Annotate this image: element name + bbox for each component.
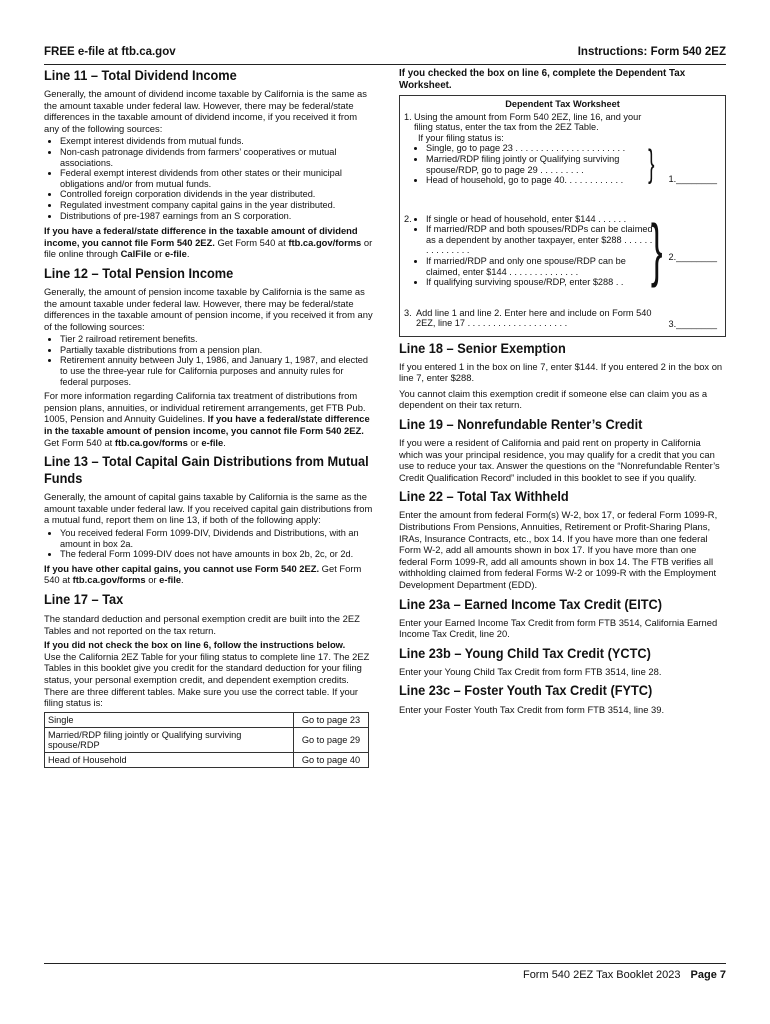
line-number: 2.: [404, 213, 412, 224]
page-header: [44, 44, 726, 65]
go-cell: Go to page 23: [294, 712, 369, 727]
line17-p3: Use the California 2EZ Table for your filing status to complete line 17. The 2EZ Tables in this booklet give you credit for the standard deduction for your filing status, your personal exemption credit, and dependent exemption credits. There are three different tables. Make sure you use the correct table. If your filing status is:: [44, 650, 370, 709]
line12-intro: Generally, the amount of pension income taxable by California is the same as the amount taxable under federal law. However, there may be federal/state differences in the taxable amount of pension income, if you received it from any of the following sources:: [44, 285, 373, 332]
line23c-heading: Line 23c – Foster Youth Tax Credit (FYTC): [399, 683, 653, 700]
table-row: [45, 727, 369, 752]
list-item: • Non-cash patronage dividends from farmers’ cooperatives or mutual associations.: [60, 147, 374, 168]
link-calfile[interactable]: CalFile: [120, 248, 152, 260]
worksheet-title: Dependent Tax Worksheet: [505, 99, 620, 109]
list-item: • If single or head of household, enter $144 . . . . . .: [426, 214, 654, 225]
right-column: [399, 68, 726, 716]
line17-p1: The standard deduction and personal exemption credit are built into the 2EZ Tables and not reported on the tax return.: [44, 612, 360, 636]
worksheet-answer-2[interactable]: 2.________: [668, 251, 717, 262]
line18-heading: Line 18 – Senior Exemption: [399, 340, 566, 357]
brace-icon: }: [650, 209, 663, 288]
list-item: • Married/RDP filing jointly or Qualifying surviving spouse/RDP, go to page 29 . . . . . . . . .: [426, 154, 654, 175]
line11-intro: Generally, the amount of dividend income taxable by California is the same as the amount taxable under federal law. However, there may be federal/state differences in the taxable amount of dividend income, if you received it from any of the following sources:: [44, 88, 367, 134]
worksheet-line-1: [400, 112, 725, 214]
line17-p2: If you did not check the box on line 6, follow the instructions below.: [44, 639, 346, 651]
header-right: Instructions: Form 540 2EZ: [577, 46, 726, 58]
list-item: • Federal exempt interest dividends from other states or their municipal obligations and/or from mutual funds.: [60, 168, 374, 189]
list-item: • Regulated investment company capital gains in the year distributed.: [60, 200, 374, 211]
line23b-p1: Enter your Young Child Tax Credit from form FTB 3514, line 28.: [399, 665, 662, 677]
worksheet-answer-3[interactable]: 3.________: [668, 318, 717, 329]
line12-note: For more information regarding California tax treatment of distributions from pension plans, annuities, or individual retirement arrangements, get FTB Pub. 1005, Pension and Annuity Guidelines. If you have a federal/state difference in the taxable amount of pension income, you cannot file Form 540 2EZ. Get Form 540 at ftb.ca.gov/forms or e-file.: [44, 390, 370, 448]
line23c-p1: Enter your Foster Youth Tax Credit from form FTB 3514, line 39.: [399, 704, 665, 716]
go-cell: Go to page 40: [294, 752, 369, 767]
list-item: • Partially taxable distributions from a pension plan.: [60, 345, 374, 356]
worksheet-line-2: [400, 209, 725, 308]
status-cell: Married/RDP filing jointly or Qualifying surviving spouse/RDP: [45, 727, 294, 752]
list-item: • If qualifying surviving spouse/RDP, enter $288 . .: [426, 277, 654, 288]
line22-heading: Line 22 – Total Tax Withheld: [399, 489, 569, 506]
line13-list: [44, 528, 374, 560]
table-row: [45, 752, 369, 767]
link-efile[interactable]: e-file: [201, 436, 224, 448]
list-item: • The federal Form 1099-DIV does not have amounts in box 2b, 2c, or 2d.: [60, 549, 374, 560]
page-number: Page 7: [690, 969, 726, 981]
line13-note: If you have other capital gains, you cannot use Form 540 2EZ. Get Form 540 at ftb.ca.gov/forms or e-file.: [44, 562, 362, 586]
list-item: • Tier 2 railroad retirement benefits.: [60, 334, 374, 345]
list-item: • Single, go to page 23 . . . . . . . . . . . . . . . . . . . . . .: [426, 143, 654, 154]
link-efile[interactable]: e-file: [164, 248, 187, 260]
worksheet-line-1-text: Using the amount from Form 540 2EZ, line 16, and your filing status, enter the tax from the 2EZ Table.: [414, 111, 642, 133]
status-cell: Head of Household: [45, 752, 294, 767]
line-number: 1.: [404, 111, 412, 122]
worksheet-line-3: [400, 308, 725, 336]
left-column: [44, 68, 374, 768]
line12-list: [44, 334, 374, 387]
list-item: • Distributions of pre-1987 earnings from an S corporation.: [60, 211, 374, 222]
list-item: • You received federal Form 1099-DIV, Dividends and Distributions, with an amount in box 2a.: [60, 528, 374, 549]
line11-note: If you have a federal/state difference in the taxable amount of dividend income, you cannot file Form 540 2EZ. Get Form 540 at ftb.ca.gov/forms or file online through CalFile or e-file.: [44, 225, 373, 260]
list-item: • Head of household, go to page 40. . . . . . . . . . . .: [426, 175, 654, 186]
line11-heading: Line 11 – Total Dividend Income: [44, 68, 237, 84]
worksheet-answer-1[interactable]: 1.________: [668, 173, 717, 184]
link-forms[interactable]: ftb.ca.gov/forms: [72, 574, 146, 586]
worksheet-line-3-text: Add line 1 and line 2. Enter here and include on Form 540 2EZ, line 17 . . . . . . . . . . . . . . . . . . . .: [416, 307, 652, 329]
line12-heading: Line 12 – Total Pension Income: [44, 265, 234, 282]
list-item: • Retirement annuity between July 1, 1986, and January 1, 1987, and elected to use the three-year rule for California purposes and annuity rules for federal purposes.: [60, 355, 374, 387]
header-left: FREE e-file at ftb.ca.gov: [44, 46, 176, 58]
link-forms[interactable]: ftb.ca.gov/forms: [114, 436, 188, 448]
line19-p1: If you were a resident of California and paid rent on property in California which was your principal residence, you may qualify for a credit that you can use to reduce your tax. Answer the questions on the “Nonrefundable Renter’s Credit Qualification Record” included in this booklet to see if you qualify.: [399, 436, 720, 483]
go-cell: Go to page 29: [294, 727, 369, 752]
link-forms[interactable]: ftb.ca.gov/forms: [288, 236, 362, 248]
worksheet-intro: If you checked the box on line 6, complete the Dependent Tax Worksheet.: [399, 68, 686, 91]
line23a-p1: Enter your Earned Income Tax Credit from form FTB 3514, California Earned Income Tax Credit, line 20.: [399, 616, 718, 640]
line11-list: [44, 136, 374, 221]
line22-p1: Enter the amount from federal Form(s) W-2, box 17, or federal Form 1099-R, Distributions From Pensions, Annuities, Retirement or Profit-Sharing Plans, IRAs, Insurance Contracts, etc., box 14. If you have more than one federal Form W-2, add all amounts shown in box 17. If you have more than one federal Form 1099-R, add all amounts shown in box 14. The FTB verifies all withholding claimed from federal Forms W-2 or 1099-R with the Employment Development Department (EDD).: [399, 509, 718, 590]
worksheet-if-label: If your filing status is:: [418, 132, 504, 143]
filing-status-table: [44, 712, 369, 768]
list-item: • Exempt interest dividends from mutual funds.: [60, 136, 374, 147]
list-item: • If married/RDP and both spouses/RDPs can be claimed as a dependent by another taxpayer, enter $288 . . . . . . . . . . . . . . .: [426, 224, 654, 256]
line18-p1: If you entered 1 in the box on line 7, enter $144. If you entered 2 in the box on line 7, enter $288.: [399, 360, 723, 384]
status-cell: Single: [45, 712, 294, 727]
line17-heading: Line 17 – Tax: [44, 591, 124, 608]
line13-heading: Line 13 – Total Capital Gain Distributions from Mutual Funds: [44, 454, 369, 488]
dependent-tax-worksheet: [399, 95, 726, 337]
list-item: • If married/RDP and only one spouse/RDP can be claimed, enter $144 . . . . . . . . . . . . . .: [426, 256, 654, 277]
line19-heading: Line 19 – Nonrefundable Renter’s Credit: [399, 416, 643, 433]
footer-text: Form 540 2EZ Tax Booklet 2023: [522, 969, 681, 981]
line13-intro: Generally, the amount of capital gains taxable by California is the same as the amount taxable under federal law. If you received capital gain distributions from a mutual fund, report them on line 13, if both of the following apply:: [44, 491, 373, 526]
line-number: 3.: [404, 307, 412, 318]
line18-p2: You cannot claim this exemption credit if someone else can claim you as a dependent on their tax return.: [399, 387, 708, 411]
line23a-heading: Line 23a – Earned Income Tax Credit (EITC): [399, 596, 663, 613]
line23b-heading: Line 23b – Young Child Tax Credit (YCTC): [399, 645, 651, 662]
list-item: • Controlled foreign corporation dividends in the year distributed.: [60, 189, 374, 200]
table-row: [45, 712, 369, 727]
page-footer: [44, 963, 726, 981]
brace-icon: }: [648, 142, 655, 185]
link-efile[interactable]: e-file: [159, 574, 182, 586]
